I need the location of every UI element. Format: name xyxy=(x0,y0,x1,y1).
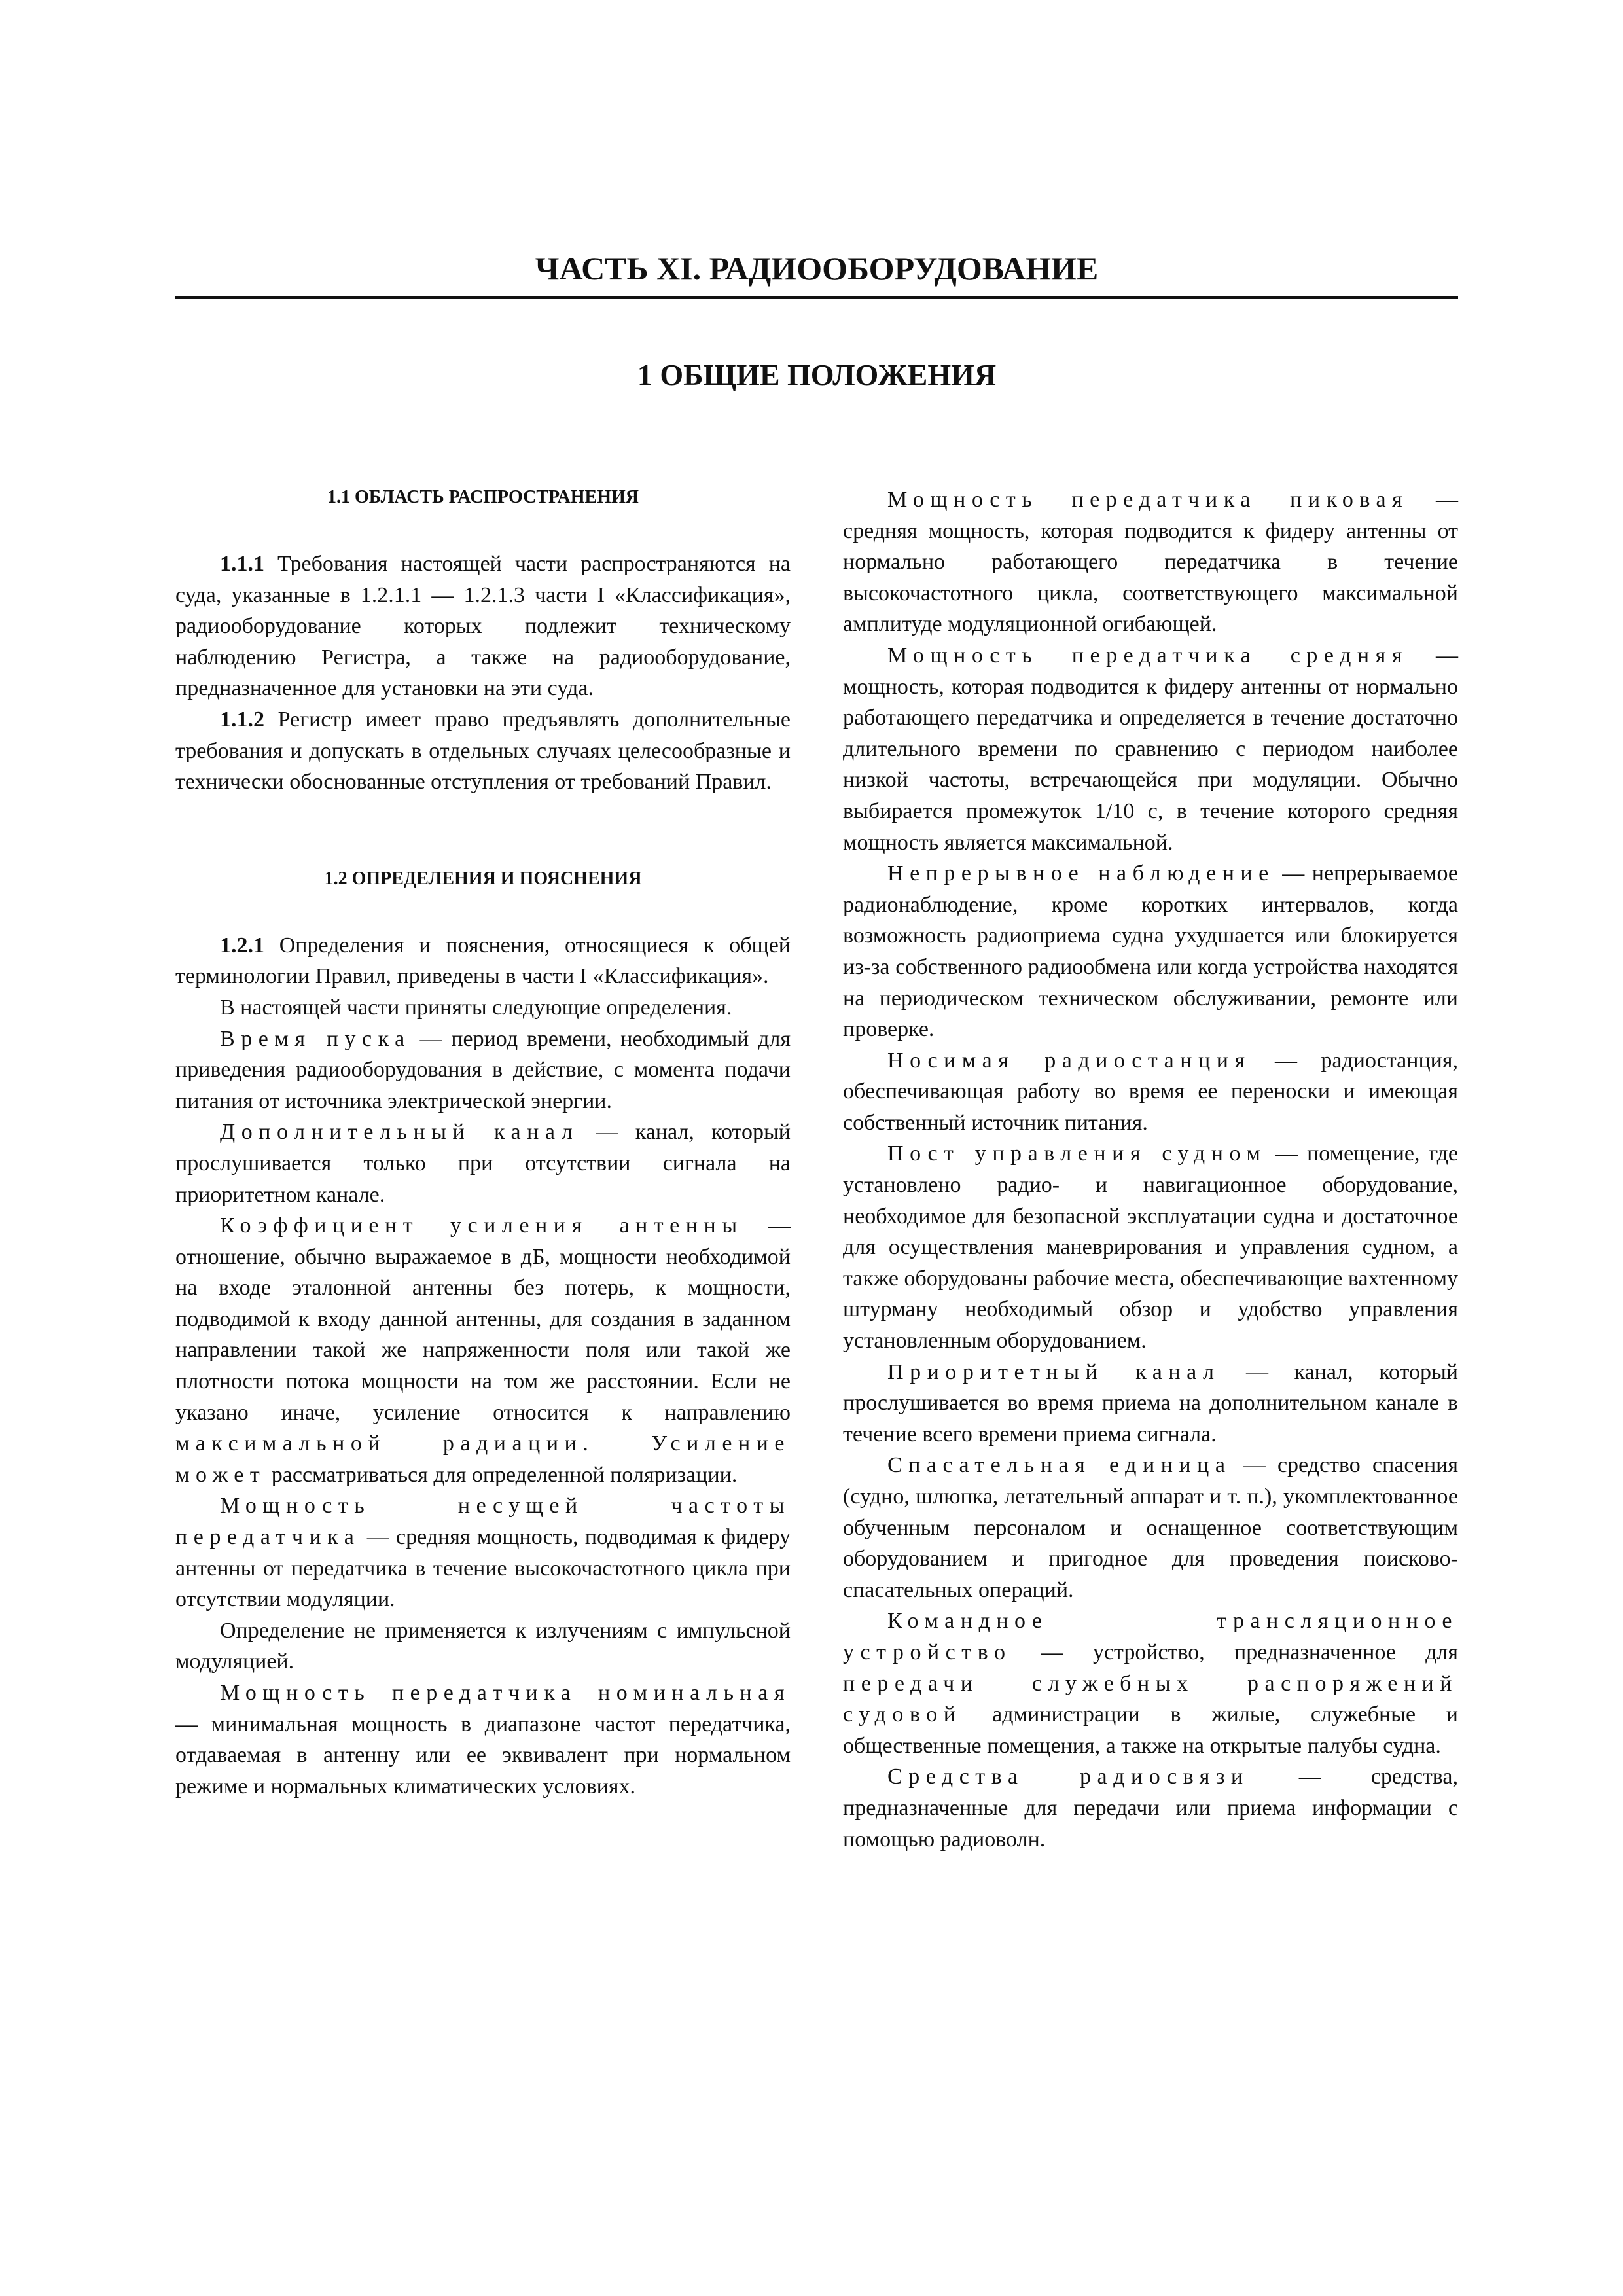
definition-term: Время пуска xyxy=(220,1026,411,1051)
title-rule xyxy=(175,296,1458,299)
subsection-heading-1-2: 1.2 ОПРЕДЕЛЕНИЯ И ПОЯСНЕНИЯ xyxy=(324,868,642,889)
definition-carrier-power xyxy=(175,1490,791,1615)
definition-peak-power xyxy=(843,484,1458,640)
definition-rescue-unit xyxy=(843,1450,1458,1605)
section-title: 1 ОБЩИЕ ПОЛОЖЕНИЯ xyxy=(637,358,997,391)
definition-antenna-gain xyxy=(175,1210,791,1490)
definition-text: — канал, который прослушивается во время приема на дополнительном канале в течение всего времени приема сигнала. xyxy=(843,1359,1458,1446)
definition-term: Мощность передатчика номинальная xyxy=(220,1681,791,1705)
definition-term: Мощность передатчика средняя xyxy=(887,643,1408,668)
definition-text: — устройство, предназначенное для xyxy=(1011,1640,1458,1664)
definition-additional-channel xyxy=(175,1117,791,1210)
definition-term: Мощность несущей частоты передатчика xyxy=(175,1494,791,1550)
definition-term: Носимая радиостанция xyxy=(887,1048,1251,1073)
definition-mean-power xyxy=(843,640,1458,858)
definition-text: — канал, который прослушивается только при отсутствии сигнала на приоритетном канале. xyxy=(175,1120,791,1207)
definition-text: — средняя мощность, которая подводится к фидеру антенны от нормально работающего передатчика в течение высокочастотного цикла, соответствующего максимальной амплитуде модуляционной огибающей. xyxy=(843,488,1459,637)
definition-priority-channel xyxy=(843,1357,1458,1450)
definition-text: — средства, предназначенные для передачи или приема информации с помощью радиоволн. xyxy=(843,1765,1458,1852)
paragraph-text: Требования настоящей части распространяются на суда, указанные в 1.2.1.1 — 1.2.1.3 части I «Классификация», радиооборудование которых подлежит техническому наблюдению Регистра, а также на радиооборудование, предназначенное для установки на эти суда. xyxy=(175,552,791,701)
definition-term: Непрерывное наблюдение xyxy=(887,861,1275,886)
definition-note: Определение не применяется к излучениям с импульсной модуляцией. xyxy=(175,1618,791,1674)
definition-text: — средство спасения (судно, шлюпка, летательный аппарат и т. п.), укомплектованное обученным персоналом и оснащенное соответствующим оборудованием и пригодное для проведения поисково-спасательных операций. xyxy=(843,1453,1458,1602)
left-column xyxy=(175,484,791,1802)
definition-text: — помещение, где установлено радио- и навигационное оборудование, необходимое для безопасной эксплуатации судна и достаточное для осуществления маневрирования и управления судном, а также оборудованы рабочие места, обеспечивающие вахтенному штурману необходимый обзор и удобство управления установленным оборудованием. xyxy=(843,1141,1458,1354)
paragraph-1-2-1 xyxy=(175,930,791,992)
right-column xyxy=(843,484,1458,1855)
paragraph-number: 1.1.2 xyxy=(220,707,264,732)
definition-nominal-power xyxy=(175,1677,791,1802)
definition-text-spaced: максимальной радиации. Усиление может xyxy=(175,1431,791,1487)
definition-start-time xyxy=(175,1024,791,1117)
definition-continuous-watch xyxy=(843,858,1458,1045)
definition-term: Спасательная единица xyxy=(887,1453,1232,1478)
paragraph-number: 1.2.1 xyxy=(220,933,264,958)
definition-text: — средняя мощность, подводимая к фидеру антенны от передатчика в течение высокочастотного цикла при отсутствии модуляции. xyxy=(175,1525,791,1612)
definition-portable-station xyxy=(843,1045,1458,1139)
definition-control-post xyxy=(843,1138,1458,1356)
paragraph-text: Регистр имеет право предъявлять дополнительные требования и допускать в отдельных случаях целесообразные и технически обоснованные отступления от требований Правил. xyxy=(175,707,791,795)
paragraph-text: Определения и пояснения, относящиеся к общей терминологии Правил, приведены в части I «Классификация». xyxy=(175,933,791,989)
definition-text: — мощность, которая подводится к фидеру антенны от нормально работающего передатчика и определяется в течение достаточно длительного времени по сравнению с периодом наиболее низкой частоты, встречающейся при модуляции. Обычно выбирается промежуток 1/10 с, в течение которого средняя мощность является максимальной. xyxy=(843,643,1458,855)
definition-term: Приоритетный канал xyxy=(887,1359,1221,1384)
definition-term: Коэффициент усиления антенны xyxy=(220,1213,743,1238)
definition-text: — непрерываемое радионаблюдение, кроме коротких интервалов, когда возможность радиоприема судна ухудшается или блокируется из-за собственного радиообмена или когда устройства находятся на периодическом техническом обслуживании, ремонте или проверке. xyxy=(843,861,1458,1042)
definition-text-spaced: передачи служебных распоряжений судовой xyxy=(843,1671,1458,1727)
definition-text: — радиостанция, обеспечивающая работу во время ее переноски и имеющая собственный источник питания. xyxy=(843,1048,1458,1135)
subsection-heading-1-1: 1.1 ОБЛАСТЬ РАСПРОСТРАНЕНИЯ xyxy=(327,487,639,507)
definition-text-continued: администрации в жилые, служебные и общественные помещения, а также на открытые палубы судна. xyxy=(843,1702,1458,1758)
definition-term: Мощность передатчика пиковая xyxy=(887,488,1409,512)
definition-text-continued: рассматриваться для определенной поляризации. xyxy=(266,1462,738,1487)
definition-command-broadcast xyxy=(843,1605,1458,1761)
definition-term: Командное трансляционное устройство xyxy=(843,1609,1458,1664)
part-title: ЧАСТЬ XI. РАДИООБОРУДОВАНИЕ xyxy=(535,250,1099,287)
definition-term: Дополнительный канал xyxy=(220,1120,579,1145)
definition-term: Средства радиосвязи xyxy=(887,1765,1249,1789)
definition-text: — период времени, необходимый для приведения радиооборудования в действие, с момента подачи питания от источника электрической энергии. xyxy=(175,1026,791,1113)
definition-text: — минимальная мощность в диапазоне частот передатчика, отдаваемая в антенну или ее эквивалент при нормальном режиме и нормальных климатических условиях. xyxy=(175,1712,791,1799)
paragraph-1-1-1 xyxy=(175,548,791,704)
definition-term: Пост управления судном xyxy=(887,1141,1267,1166)
definition-text: — отношение, обычно выражаемое в дБ, мощности необходимой на входе эталонной антенны без потерь, к мощности, подводимой к входу данной антенны, для создания в заданном направлении такой же напряженности поля или такой же плотности потока мощности на том же расстоянии. Если не указано иначе, усиление относится к направлению xyxy=(175,1213,791,1425)
paragraph-1-1-2 xyxy=(175,704,791,798)
paragraph-number: 1.1.1 xyxy=(220,552,264,576)
definitions-intro: В настоящей части приняты следующие определения. xyxy=(220,995,732,1020)
definition-radio-means xyxy=(843,1761,1458,1855)
